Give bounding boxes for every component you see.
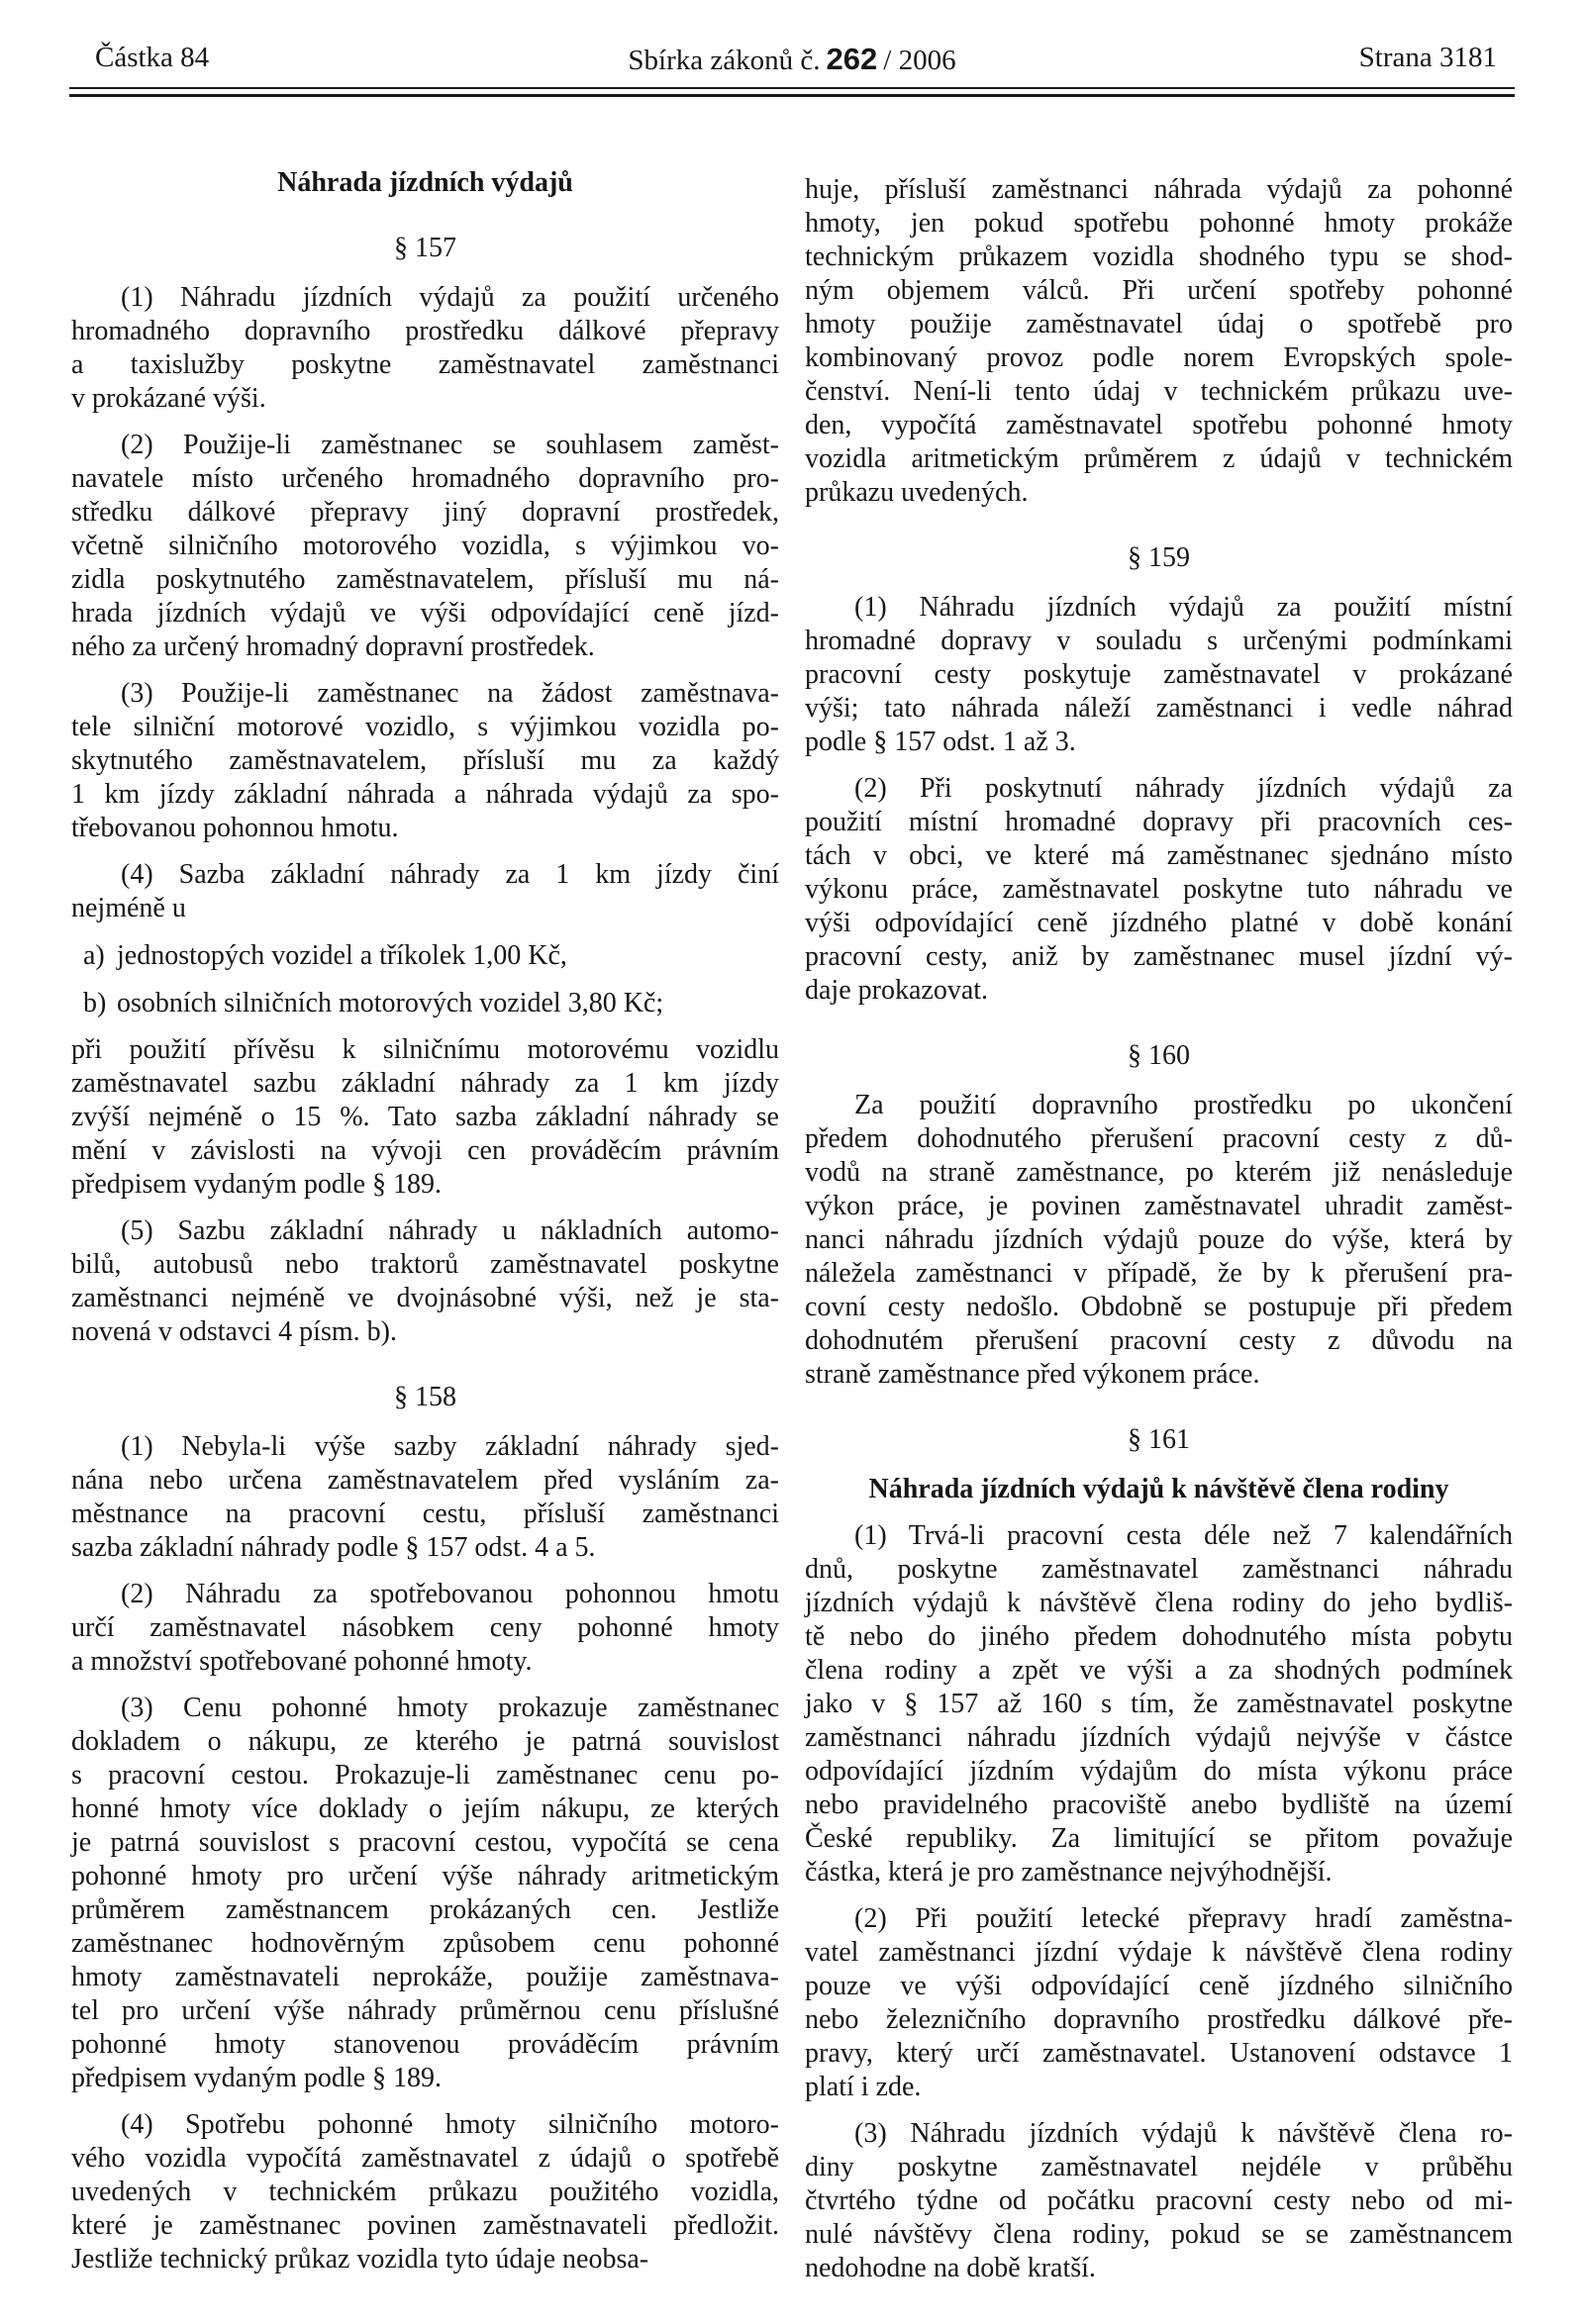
text-line: Náhrada jízdních výdajů — [277, 167, 573, 198]
paragraph-continuation — [71, 1033, 779, 1202]
text-line: § 160 — [1128, 1040, 1190, 1071]
text-line: (1) Trvá-li pracovní cesta déle než 7 kalendářních — [854, 1520, 1513, 1551]
text-line: a taxislužby poskytne zaměstnavatel zaměstnanci — [71, 349, 779, 380]
text-line: nebo pravidelného pracoviště anebo bydliště na území — [805, 1790, 1513, 1820]
text-line: honné hmoty více doklady o jejím nákupu, ze kterých — [71, 1793, 779, 1824]
text-line: výši odpovídající ceně jízdného platné v době konání — [805, 908, 1513, 938]
text-line: pracovní cesty, aniž by zaměstnanec musel jízdní vý- — [805, 941, 1513, 972]
section-number-heading — [71, 232, 779, 265]
text-line: zidla poskytnutého zaměstnavatelem, přísluší mu ná- — [71, 564, 779, 595]
column-left — [71, 139, 779, 2285]
text-line: ným objemem válců. Při určení spotřeby pohonné — [805, 275, 1513, 306]
text-line: 1 km jízdy základní náhrada a náhrada výdajů za spo- — [71, 779, 779, 810]
text-line: předem dohodnutého přerušení pracovní cesty z dů- — [805, 1123, 1513, 1154]
text-line: zaměstnavatel sazbu základní náhrady za 1 km jízdy — [71, 1068, 779, 1099]
text-line: bilů, autobusů nebo traktorů zaměstnavatel poskytne — [71, 1249, 779, 1280]
paragraph — [71, 1578, 779, 1679]
text-line: středku dálkové přepravy jiný dopravní prostředek, — [71, 497, 779, 528]
text-line: zaměstnanci náhradu jízdních výdajů nejvýše v částce — [805, 1722, 1513, 1753]
paragraph-continuation — [805, 173, 1513, 510]
text-line: průkazu uvedených. — [805, 477, 1029, 508]
text-line: technickým průkazem vozidla shodného typu se shod- — [805, 242, 1513, 272]
column-right — [805, 139, 1513, 2285]
text-line: platí i zde. — [805, 2072, 922, 2102]
paragraph — [805, 772, 1513, 1008]
header-rule — [69, 87, 1515, 97]
section-title-heading — [71, 166, 779, 200]
text-line: dokladem o nákupu, ze kterého je patrná souvislost — [71, 1726, 779, 1757]
text-line: nedohodne na době kratší. — [805, 2253, 1096, 2283]
text-line: huje, přísluší zaměstnanci náhrada výdajů za pohonné — [805, 174, 1513, 205]
two-column-body — [71, 139, 1513, 2285]
text-line: pracovní cesty poskytuje zaměstnavatel v prokázané — [805, 659, 1513, 690]
text-line: které je zaměstnanec povinen zaměstnavateli předložit. — [71, 2210, 779, 2241]
text-line: při použití přívěsu k silničnímu motorovému vozidlu — [71, 1034, 779, 1065]
text-line: tách v obci, ve které má zaměstnanec sjednáno místo — [805, 840, 1513, 871]
text-line: nána nebo určena zaměstnavatelem před vysláním za- — [71, 1465, 779, 1496]
collection-title — [628, 42, 955, 77]
text-line: § 159 — [1128, 542, 1190, 573]
text-line: částka, která je pro zaměstnance nejvýhodnější. — [805, 1857, 1333, 1888]
list-marker: b) — [83, 988, 107, 1018]
text-line: předpisem vydaným podle § 189. — [71, 2063, 443, 2093]
text-line: (3) Použije-li zaměstnanec na žádost zaměstnava- — [121, 678, 779, 709]
paragraph — [71, 281, 779, 416]
page-number-label: Strana 3181 — [1358, 42, 1497, 73]
text-line: vodů na straně zaměstnance, po kterém již nenásleduje — [805, 1157, 1513, 1188]
text-line: ného za určený hromadný dopravní prostředek. — [71, 631, 595, 662]
text-line: dnů, poskytne zaměstnavatel zaměstnanci náhradu — [805, 1554, 1513, 1585]
text-line: a množství spotřebované pohonné hmoty. — [71, 1646, 533, 1677]
issue-label: Částka 84 — [95, 42, 210, 73]
text-line: čenství. Není-li tento údaj v technickém průkazu uve- — [805, 376, 1513, 407]
text-line: tě nebo do jiného předem dohodnutého místa pobytu — [805, 1621, 1513, 1652]
text-line: nanci náhradu jízdních výdajů pouze do výše, která by — [805, 1224, 1513, 1255]
paragraph — [71, 1692, 779, 2095]
text-line: kombinovaný provoz podle norem Evropských spole- — [805, 342, 1513, 373]
text-line: v prokázané výši. — [71, 383, 266, 414]
text-line: sazba základní náhrady podle § 157 odst. 4 a 5. — [71, 1532, 596, 1563]
text-line: člena rodiny a zpět ve výši a za shodných podmínek — [805, 1655, 1513, 1686]
text-line: tel pro určení výše náhrady průměrnou cenu příslušné — [71, 1995, 779, 2026]
text-line: mění v závislosti na vývoji cen prováděcím právním — [71, 1135, 779, 1166]
text-line: jednostopých vozidel a tříkolek 1,00 Kč, — [117, 940, 567, 971]
text-line: straně zaměstnance před výkonem práce. — [805, 1359, 1260, 1390]
text-line: hromadného dopravního prostředku dálkové přepravy — [71, 316, 779, 346]
paragraph — [805, 1902, 1513, 2104]
text-line: covní cesty nedošlo. Obdobně se postupuje při předem — [805, 1292, 1513, 1322]
text-line: městnance na pracovní cestu, přísluší zaměstnanci — [71, 1499, 779, 1529]
text-line: Jestliže technický průkaz vozidla tyto údaje neobsa- — [71, 2244, 649, 2275]
text-line: vozidla aritmetickým průměrem z údajů v technickém — [805, 443, 1513, 474]
text-line: nejméně u — [71, 893, 186, 923]
text-line: diny poskytne zaměstnavatel nejdéle v průběhu — [805, 2152, 1513, 2182]
text-line: pouze ve výši odpovídající ceně jízdného silničního — [805, 1971, 1513, 2001]
text-line: dohodnutém přerušení pracovní cesty z důvodu na — [805, 1325, 1513, 1356]
text-line: (5) Sazbu základní náhrady u nákladních automo- — [121, 1215, 779, 1246]
paragraph — [71, 2108, 779, 2276]
paragraph — [71, 429, 779, 664]
text-line: (2) Použije-li zaměstnanec se souhlasem zaměst- — [121, 430, 779, 460]
text-line: den, vypočítá zaměstnavatel spotřebu pohonné hmoty — [805, 410, 1513, 440]
paragraph — [71, 677, 779, 845]
list-item — [71, 987, 779, 1020]
text-line: nulé návštěvy člena rodiny, pokud se se zaměstnancem — [805, 2219, 1513, 2250]
paragraph — [805, 1089, 1513, 1392]
text-line: hmoty zaměstnavateli neprokáže, použije zaměstnava- — [71, 1962, 779, 1992]
text-line: včetně silničního motorového vozidla, s výjimkou vo- — [71, 531, 779, 561]
text-line: (2) Při poskytnutí náhrady jízdních výdajů za — [854, 773, 1513, 804]
text-line: je patrná souvislost s pracovní cestou, vypočítá se cena — [71, 1827, 779, 1858]
text-line: náležela zaměstnanci v případě, že by k přerušení pra- — [805, 1258, 1513, 1289]
text-line: (4) Sazba základní náhrady za 1 km jízdy činí — [121, 859, 779, 890]
text-line: (3) Náhradu jízdních výdajů k návštěvě člena ro- — [854, 2118, 1513, 2149]
section-title-heading — [805, 1473, 1513, 1506]
page-header — [71, 42, 1513, 81]
text-line: vatel zaměstnanci jízdní výdaje k návštěvě člena rodiny — [805, 1937, 1513, 1968]
paragraph — [71, 1214, 779, 1349]
section-number-heading — [805, 541, 1513, 575]
text-line: (1) Náhradu jízdních výdajů za použití určeného — [121, 282, 779, 313]
text-line: jako v § 157 až 160 s tím, že zaměstnavatel poskytne — [805, 1689, 1513, 1719]
text-line: zvýší nejméně o 15 %. Tato sazba základní náhrady se — [71, 1102, 779, 1132]
text-line: skytnutého zaměstnavatelem, přísluší mu za každý — [71, 745, 779, 776]
paragraph — [805, 2117, 1513, 2285]
section-number-heading — [71, 1381, 779, 1414]
text-line: výkon práce, je povinen zaměstnavatel uhradit zaměst- — [805, 1191, 1513, 1221]
text-line: (1) Náhradu jízdních výdajů za použití místní — [854, 592, 1513, 623]
text-line: (2) Při použití letecké přepravy hradí zaměstna- — [854, 1903, 1513, 1934]
text-line: odpovídající jízdním výdajům do místa výkonu práce — [805, 1756, 1513, 1787]
text-line: hrada jízdních výdajů ve výši odpovídající ceně jízd- — [71, 598, 779, 629]
text-line: jízdních výdajů k návštěvě člena rodiny do jeho bydliš- — [805, 1588, 1513, 1618]
collection-title-suffix: / 2006 — [883, 45, 956, 76]
text-line: použití místní hromadné dopravy při pracovních ces- — [805, 807, 1513, 837]
text-line: (3) Cenu pohonné hmoty prokazuje zaměstnanec — [121, 1693, 779, 1723]
text-line: nebo železničního dopravního prostředku dálkové pře- — [805, 2004, 1513, 2035]
text-line: hromadné dopravy v souladu s určenými podmínkami — [805, 626, 1513, 656]
text-line: § 157 — [394, 233, 456, 263]
text-line: uvedených v technickém průkazu použitého vozidla, — [71, 2177, 779, 2207]
text-line: Za použití dopravního prostředku po ukončení — [854, 1090, 1513, 1120]
text-line: třebovanou pohonnou hmotu. — [71, 813, 399, 843]
paragraph — [805, 1519, 1513, 1889]
text-line: České republiky. Za limitující se přitom považuje — [805, 1823, 1513, 1854]
text-line: průměrem zaměstnancem prokázaných cen. Jestliže — [71, 1894, 779, 1925]
text-line: zaměstnanci nejméně ve dvojnásobné výši, než je sta- — [71, 1283, 779, 1313]
text-line: daje prokazovat. — [805, 975, 989, 1006]
text-line: vého vozidla vypočítá zaměstnavatel z údajů o spotřebě — [71, 2143, 779, 2174]
text-line: pohonné hmoty stanovenou prováděcím právním — [71, 2029, 779, 2060]
text-line: výši; tato náhrada náleží zaměstnanci i vedle náhrad — [805, 693, 1513, 724]
list-marker: a) — [83, 940, 105, 971]
text-line: pohonné hmoty pro určení výše náhrady aritmetickým — [71, 1861, 779, 1891]
text-line: určí zaměstnavatel násobkem ceny pohonné hmoty — [71, 1612, 779, 1643]
text-line: novená v odstavci 4 písm. b). — [71, 1316, 397, 1347]
list-item — [71, 939, 779, 973]
text-line: hmoty použije zaměstnavatel údaj o spotřebě pro — [805, 309, 1513, 339]
text-line: osobních silničních motorových vozidel 3,80 Kč; — [117, 988, 664, 1018]
text-line: tele silniční motorové vozidlo, s výjimkou vozidla po- — [71, 712, 779, 742]
text-line: čtvrtého týdne od počátku pracovní cesty nebo od mi- — [805, 2185, 1513, 2216]
text-line: podle § 157 odst. 1 až 3. — [805, 726, 1076, 757]
text-line: (2) Náhradu za spotřebovanou pohonnou hmotu — [121, 1579, 779, 1609]
text-line: s pracovní cestou. Prokazuje-li zaměstnanec cenu po- — [71, 1760, 779, 1791]
text-line: navatele místo určeného hromadného dopravního pro- — [71, 463, 779, 494]
text-line: výkonu práce, zaměstnavatel poskytne tuto náhradu ve — [805, 874, 1513, 905]
text-line: zaměstnanec hodnověrným způsobem cenu pohonné — [71, 1928, 779, 1959]
collection-title-prefix: Sbírka zákonů č. — [628, 45, 821, 76]
text-line: hmoty, jen pokud spotřebu pohonné hmoty prokáže — [805, 208, 1513, 239]
text-line: § 158 — [394, 1382, 456, 1412]
text-line: (1) Nebyla-li výše sazby základní náhrady sjed- — [121, 1431, 779, 1462]
paragraph — [71, 1430, 779, 1565]
text-line: Náhrada jízdních výdajů k návštěvě člena rodiny — [868, 1474, 1449, 1504]
paragraph — [71, 858, 779, 925]
text-line: § 161 — [1128, 1424, 1190, 1455]
section-number-heading — [805, 1039, 1513, 1073]
text-line: předpisem vydaným podle § 189. — [71, 1169, 443, 1200]
collection-number: 262 — [826, 42, 878, 76]
text-line: pravy, který určí zaměstnavatel. Ustanovení odstavce 1 — [805, 2038, 1513, 2069]
paragraph — [805, 591, 1513, 759]
text-line: (4) Spotřebu pohonné hmoty silničního motoro- — [121, 2109, 779, 2140]
section-number-heading — [805, 1423, 1513, 1457]
